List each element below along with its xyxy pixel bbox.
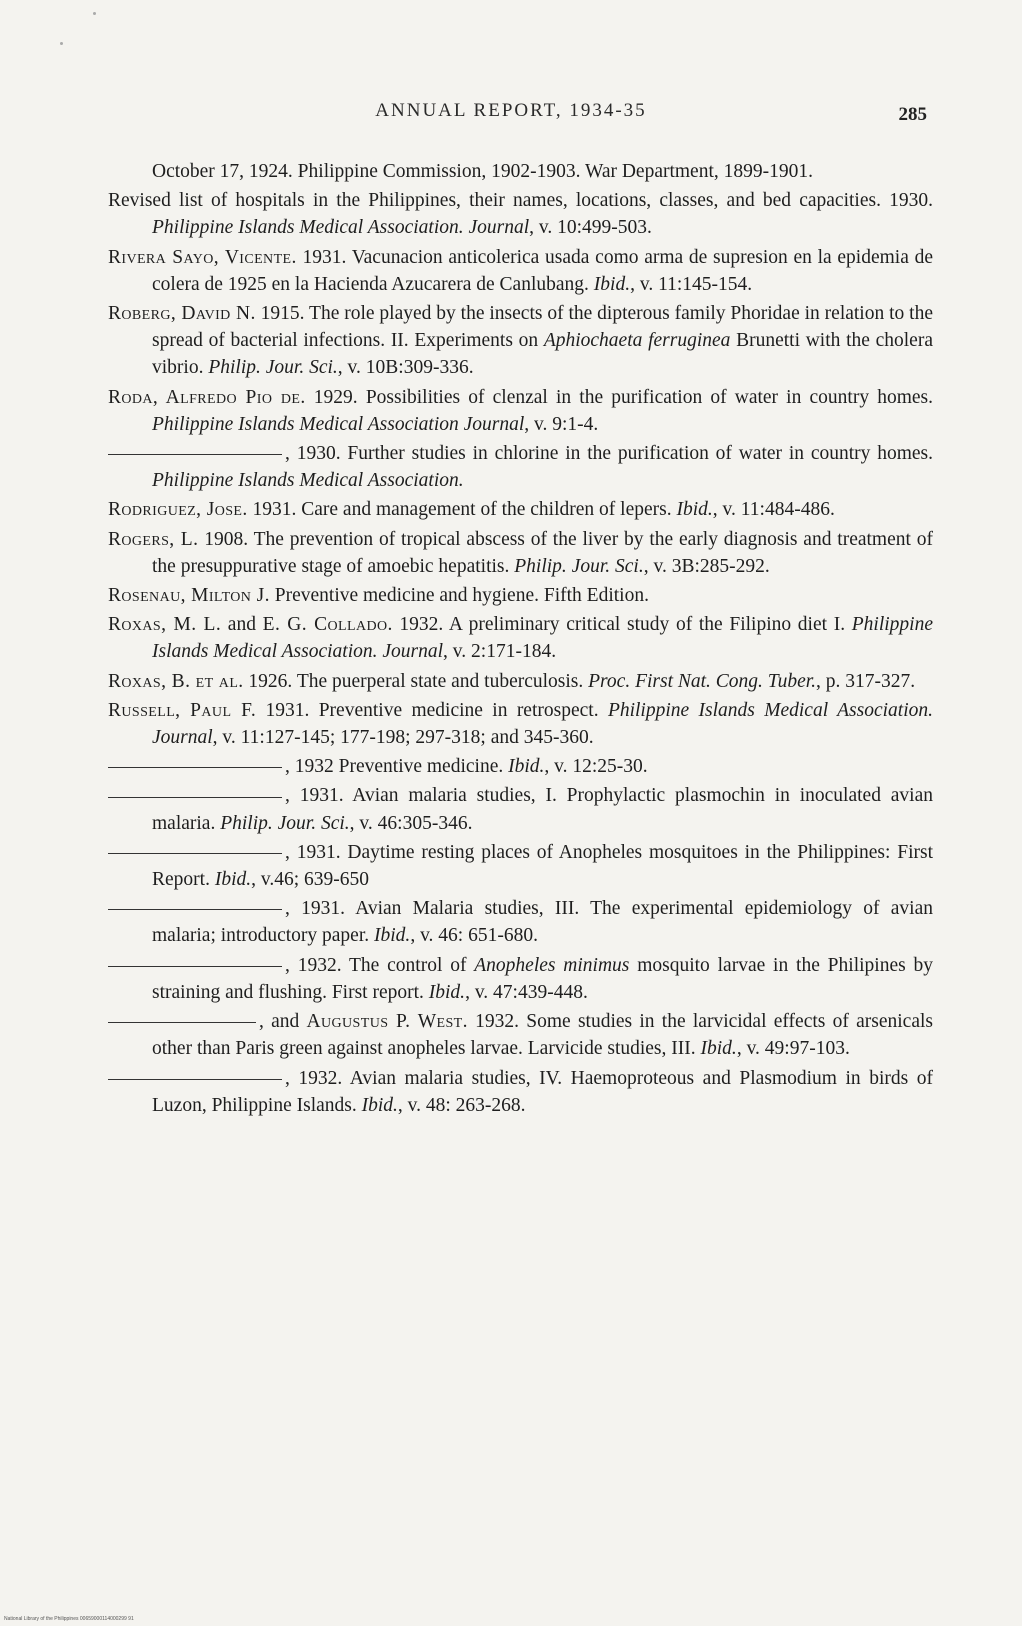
entry-source: Ibid. bbox=[700, 1038, 737, 1060]
entry-text: , v. 10:499-503. bbox=[529, 217, 652, 239]
entry-source: Anopheles minimus bbox=[474, 954, 630, 976]
bibliography-entry bbox=[108, 526, 933, 580]
entry-text: , p. 317-327. bbox=[816, 670, 916, 692]
entry-text: , 1931. Avian malaria studies, I. Prophylactic plasmochin in inoculated avian malaria. bbox=[152, 785, 933, 834]
entry-source: Ibid. bbox=[676, 499, 713, 521]
entry-text: Revised list of hospitals in the Philippines, their names, locations, classes, and bed capacities. 1930. bbox=[108, 190, 933, 212]
entry-text: , v. 12:25-30. bbox=[544, 756, 648, 778]
entry-text: October 17, 1924. Philippine Commission, 1902-1903. War Department, 1899-1901. bbox=[152, 161, 814, 182]
bibliography-entry bbox=[108, 782, 933, 836]
entry-author: Roda, Alfredo Pio de. bbox=[108, 386, 306, 408]
entry-source: Ibid. bbox=[593, 273, 631, 295]
entry-author: Rosenau, Milton J. bbox=[108, 585, 270, 607]
entry-text: , 1932 Preventive medicine. bbox=[285, 756, 509, 778]
entry-continuation bbox=[108, 158, 933, 185]
entry-source: Ibid. bbox=[374, 925, 411, 947]
entry-text: Preventive medicine and hygiene. Fifth Edition. bbox=[269, 585, 649, 607]
entry-author: Augustus P. West. bbox=[306, 1011, 468, 1033]
bibliography-entry bbox=[108, 582, 933, 609]
entry-source: Philippine Islands Medical Association. bbox=[152, 470, 464, 492]
bibliography-entry bbox=[108, 611, 933, 665]
bibliography-entry bbox=[108, 1008, 933, 1062]
entry-text: 1931. Vacunacion anticolerica usada como arma de supresion en la epidemia de colera de 1925 en la Hacienda Azucarera de Canlubang. bbox=[152, 246, 933, 295]
bibliography-entry bbox=[108, 697, 933, 751]
entry-source: Philippine Islands Medical Association. Journal bbox=[152, 614, 933, 663]
entry-source: Philippine Islands Medical Association. Journal bbox=[152, 699, 933, 749]
entry-text: , 1930. Further studies in chlorine in the purification of water in country homes. bbox=[285, 443, 933, 465]
entry-text: , 1932. Avian malaria studies, IV. Haemoproteous and Plasmodium in birds of Luzon, Philippine Islands. bbox=[152, 1067, 933, 1116]
entry-text: , v. 46: 651-680. bbox=[410, 925, 538, 947]
entry-text: , v. 11:484-486. bbox=[712, 499, 835, 521]
bibliography-entry bbox=[108, 384, 933, 438]
entry-source: Philippine Islands Medical Association Journal bbox=[152, 413, 525, 435]
entry-text: 1932. A preliminary critical study of the Filipino diet I. bbox=[392, 614, 852, 636]
ditto-rule bbox=[108, 797, 282, 798]
ditto-rule bbox=[108, 853, 282, 854]
entry-text: 1926. The puerperal state and tuberculosis. bbox=[243, 670, 589, 692]
entry-author: Russell, Paul F. bbox=[108, 699, 257, 721]
entry-text: 1931. Preventive medicine in retrospect. bbox=[256, 699, 608, 721]
bibliography-entry bbox=[108, 895, 933, 949]
bibliography-entry bbox=[108, 753, 933, 780]
entry-source: Ibid. bbox=[361, 1094, 398, 1116]
scan-speck bbox=[60, 42, 63, 45]
bibliography-entry bbox=[108, 440, 933, 494]
entry-source: Ibid. bbox=[428, 981, 466, 1003]
entry-text: , v. 48: 263-268. bbox=[397, 1094, 526, 1116]
entry-source: Philippine Islands Medical Association. Journal bbox=[152, 217, 530, 239]
entry-text: 1932. Some studies in the larvicidal effects of arsenicals other than Paris green against anopheles larvae. Larvicide studies, III. bbox=[152, 1011, 934, 1060]
entry-text: , and bbox=[259, 1011, 307, 1033]
entry-source: Aphiochaeta ferruginea bbox=[543, 330, 731, 352]
entry-text: , v. 2:171-184. bbox=[443, 641, 557, 663]
entry-author: Roxas, B. et al. bbox=[108, 670, 244, 692]
bibliography-list bbox=[108, 160, 933, 1121]
bibliography-entry bbox=[108, 839, 933, 893]
entry-text: , v.46; 639-650 bbox=[251, 869, 370, 891]
entry-text: 1908. The prevention of tropical abscess of the liver by the early diagnosis and treatment of the presuppurative stage of amoebic hepatitis. bbox=[152, 528, 933, 577]
entry-text: 1915. The role played by the insects of the dipterous family Phoridae in relation to the spread of bacterial infections. II. Experiments on bbox=[152, 303, 933, 352]
entry-source: Ibid. bbox=[214, 869, 252, 891]
bibliography-entry bbox=[108, 300, 933, 382]
ditto-rule bbox=[108, 966, 282, 967]
library-stamp: National Library of the Philippines 00659000114000299 91 bbox=[4, 1616, 134, 1622]
ditto-rule bbox=[108, 767, 282, 768]
entry-source: Proc. First Nat. Cong. Tuber. bbox=[588, 670, 817, 692]
entry-text: mosquito larvae in the Philipines by straining and flushing. First report. bbox=[152, 954, 933, 1003]
entry-text: , 1931. Avian Malaria studies, III. The experimental epidemiology of avian malaria; introductory paper. bbox=[152, 898, 933, 947]
entry-text: 1931. Care and management of the children of lepers. bbox=[247, 499, 677, 521]
bibliography-entry bbox=[108, 244, 933, 298]
entry-author: Rivera Sayo, Vicente. bbox=[108, 246, 297, 268]
entry-author: Roxas, M. L. bbox=[108, 614, 222, 636]
ditto-rule bbox=[108, 1022, 256, 1023]
entry-author: Rodriguez, Jose. bbox=[108, 499, 248, 521]
entry-text: , 1932. The control of bbox=[285, 954, 475, 976]
entry-text: Brunetti with the cholera vibrio. bbox=[152, 330, 933, 379]
entry-text: , v. 3B:285-292. bbox=[643, 555, 770, 577]
entry-text: , v. 47:439-448. bbox=[465, 981, 588, 1003]
entry-text: , v. 11:145-154. bbox=[630, 273, 753, 295]
entry-source: Philip. Jour. Sci. bbox=[208, 357, 338, 379]
entry-source: Ibid. bbox=[508, 756, 545, 778]
entry-text: and bbox=[221, 614, 263, 636]
bibliography-entry bbox=[108, 1065, 933, 1119]
ditto-rule bbox=[108, 454, 282, 455]
bibliography-entry bbox=[108, 952, 933, 1006]
ditto-rule bbox=[108, 909, 282, 910]
ditto-rule bbox=[108, 1079, 282, 1080]
bibliography-entry bbox=[108, 496, 933, 523]
entry-author: Rogers, L. bbox=[108, 528, 199, 550]
page-number: 285 bbox=[898, 104, 927, 125]
entry-text: , v. 49:97-103. bbox=[736, 1038, 850, 1060]
entry-text: , v. 46:305-346. bbox=[349, 812, 473, 834]
entry-text: 1929. Possibilities of clenzal in the purification of water in country homes. bbox=[305, 386, 933, 408]
scan-speck bbox=[93, 12, 96, 15]
entry-text: , v. 9:1-4. bbox=[524, 413, 599, 435]
bibliography-entry bbox=[108, 668, 933, 695]
bibliography-entry bbox=[108, 187, 933, 241]
entry-text: , v. 10B:309-336. bbox=[337, 357, 474, 379]
entry-source: Philip. Jour. Sci. bbox=[220, 812, 350, 834]
entry-author: Roberg, David N. bbox=[108, 303, 256, 325]
entry-source: Philip. Jour. Sci. bbox=[514, 555, 644, 577]
entry-text: , 1931. Daytime resting places of Anopheles mosquitoes in the Philippines: First Report. bbox=[152, 841, 933, 891]
entry-text: , v. 11:127-145; 177-198; 297-318; and 345-360. bbox=[212, 727, 594, 749]
entry-author: E. G. Collado. bbox=[262, 614, 393, 636]
running-title: ANNUAL REPORT, 1934-35 bbox=[375, 100, 647, 121]
